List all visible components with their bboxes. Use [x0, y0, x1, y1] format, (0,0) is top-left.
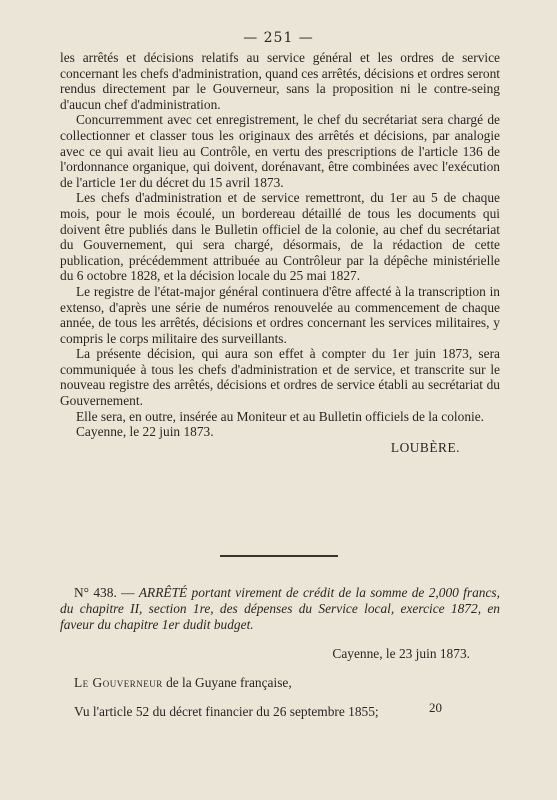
paragraph: Les chefs d'administration et de service remettront, du 1er au 5 de chaque mois, pour le mois écoulé, un bordereau détaillé de tous les documents qui doivent être publiés dans le Bulletin officiel de la colonie, au chef du secrétariat du Gouvernement, qui sera chargé, désormais, de la rédaction de cette publication, précédemment attribuée au Contrôleur par la dépêche ministérielle du 6 octobre 1828, et la décision locale du 25 mai 1827. [60, 190, 500, 284]
sheet-number: 20 [429, 700, 442, 715]
signature: LOUBÈRE. [390, 439, 460, 455]
governor-line [60, 675, 500, 691]
arrete-heading [60, 585, 500, 632]
paragraph: Elle sera, en outre, insérée au Moniteur et au Bulletin officiels de la colonie. [76, 408, 485, 424]
paragraph: Concurremment avec cet enregistrement, le chef du secrétariat sera chargé de collectionner et classer tous les originaux des arrêtés et décisions, par analogie avec ce qui avait lieu au Contrôle, en vertu des prescriptions de l'article 136 de l'ordonnance organique, qui doivent, dorénavant, être combinées avec l'exécution de l'article 1er du décret du 15 avril 1873. [60, 112, 500, 190]
place-date: Cayenne, le 22 juin 1873. [76, 424, 214, 440]
page-number: — 251 — [243, 30, 314, 46]
arrete-title: ARRÊTÉ portant virement de crédit de la somme de 2,000 francs, du chapitre II, section 1re, des dépenses du Service local, exercice 1872, en faveur du chapitre 1er dudit budget. [60, 585, 500, 632]
arrete-number: N° 438. — [74, 585, 135, 601]
paragraph: La présente décision, qui aura son effet à compter du 1er juin 1873, sera communiquée à tous les chefs d'administration et de service, et transcrite sur le nouveau registre des arrêtés, décisions et ordres de service établi au secrétariat du Gouvernement. [60, 346, 500, 409]
vu-line: Vu l'article 52 du décret financier du 26 septembre 1855; [74, 704, 379, 720]
decision-text [60, 50, 500, 455]
paragraph: les arrêtés et décisions relatifs au service général et les ordres de service concernant les chefs d'administration, quand ces arrêtés, décisions et ordres seront rendus directement par le Gouverneur, sans la proposition ni le contre-seing d'aucun chef d'administration. [60, 50, 500, 112]
paragraph: Le registre de l'état-major général continuera d'être affecté à la transcription in extenso, d'après une série de numéros renouvelée au commencement de chaque année, de tous les arrêtés, décisions et ordres concernant les services militaires, y compris le corps militaire des surveillants. [60, 283, 500, 346]
governor-title: Le Gouverneur [74, 675, 163, 691]
arrete-date: Cayenne, le 23 juin 1873. [332, 645, 470, 661]
section-divider [220, 555, 338, 557]
governor-rest: de la Guyane française, [166, 675, 292, 691]
